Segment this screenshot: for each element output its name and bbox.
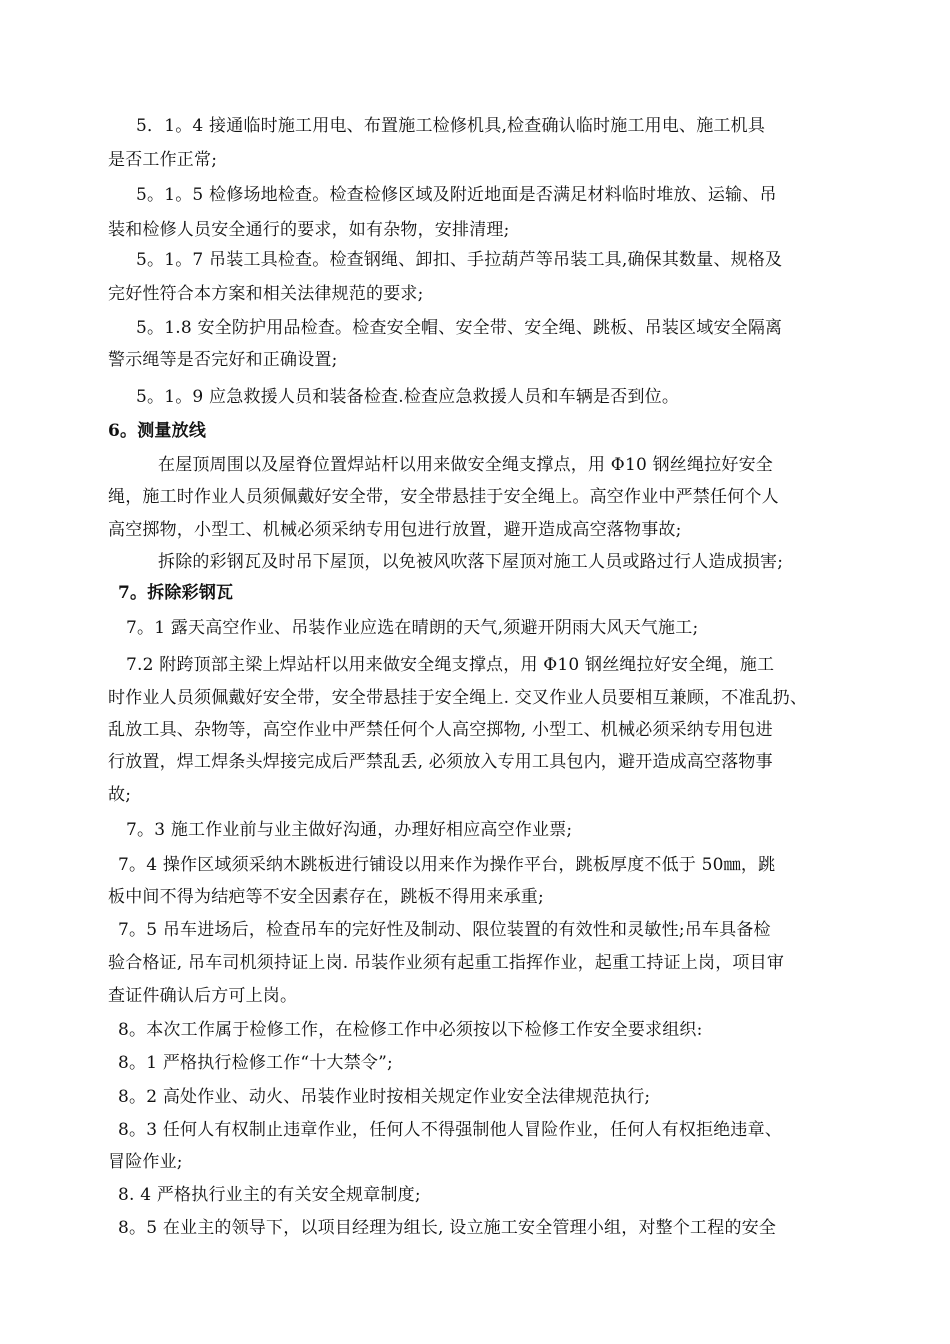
text-line: 8。5 在业主的领导下，以项目经理为组长, 设立施工安全管理小组，对整个工程的安全 [118,1218,777,1238]
text-line: 行放置，焊工焊条头焊接完成后严禁乱丢, 必须放入专用工具包内，避开造成高空落物事 [108,752,773,772]
text-line: 8。1 严格执行检修工作“十大禁令”; [118,1053,393,1073]
text-line: 乱放工具、杂物等，高空作业中严禁任何个人高空掷物, 小型工、机械必须采纳专用包进 [108,720,773,740]
text-line: 5。1。5 检修场地检查。检查检修区域及附近地面是否满足材料临时堆放、运输、吊 [136,185,777,205]
section-heading: 7。拆除彩钢瓦 [118,583,234,603]
text-line: 5。1。9 应急救援人员和装备检查.检查应急救援人员和车辆是否到位。 [136,387,680,407]
text-line: 是否工作正常; [108,150,218,170]
text-line: 5。1.8 安全防护用品检查。检查安全帽、安全带、安全绳、跳板、吊装区域安全隔离 [136,318,783,338]
text-line: 7。1 露天高空作业、吊装作业应选在晴朗的天气,须避开阴雨大风天气施工; [126,618,699,638]
text-line: 绳，施工时作业人员须佩戴好安全带，安全带悬挂于安全绳上。高空作业中严禁任何个人 [108,487,779,507]
text-line: 高空掷物，小型工、机械必须采纳专用包进行放置，避开造成高空落物事故; [108,520,682,540]
text-line: 在屋顶周围以及屋脊位置焊站杆以用来做安全绳支撑点，用 Φ10 钢丝绳拉好安全 [158,455,773,475]
text-line: 装和检修人员安全通行的要求，如有杂物，安排清理; [108,220,510,240]
text-line: 7。5 吊车进场后，检查吊车的完好性及制动、限位装置的有效性和灵敏性;吊车具备检 [118,920,771,940]
text-line: 5。1。7 吊装工具检查。检查钢绳、卸扣、手拉葫芦等吊装工具,确保其数量、规格及 [136,250,783,270]
section-heading: 6。测量放线 [108,421,207,441]
text-line: 8. 4 严格执行业主的有关安全规章制度; [118,1185,421,1205]
text-line: 8。2 高处作业、动火、吊装作业时按相关规定作业安全法律规范执行; [118,1087,651,1107]
text-line: 7。3 施工作业前与业主做好沟通，办理好相应高空作业票; [126,820,573,840]
text-line: 板中间不得为结疤等不安全因素存在，跳板不得用来承重; [108,887,544,907]
text-line: 完好性符合本方案和相关法律规范的要求; [108,284,424,304]
text-line: 8。本次工作属于检修工作，在检修工作中必须按以下检修工作安全要求组织: [118,1020,703,1040]
text-line: 故; [108,785,132,805]
text-line: 5．1。4 接通临时施工用电、布置施工检修机具,检查确认临时施工用电、施工机具 [136,116,766,136]
text-line: 警示绳等是否完好和正确设置; [108,350,338,370]
text-line: 冒险作业; [108,1152,183,1172]
text-line: 查证件确认后方可上岗。 [108,986,298,1006]
text-line: 7.2 附跨顶部主梁上焊站杆以用来做安全绳支撑点，用 Φ10 钢丝绳拉好安全绳，施工 [126,655,775,675]
text-line: 7。4 操作区域须采纳木跳板进行铺设以用来作为操作平台，跳板厚度不低于 50㎜，跳 [118,855,776,875]
text-line: 8。3 任何人有权制止违章作业，任何人不得强制他人冒险作业，任何人有权拒绝违章、 [118,1120,783,1140]
text-line: 时作业人员须佩戴好安全带，安全带悬挂于安全绳上. 交叉作业人员要相互兼顾，不准乱扔、 [108,688,808,708]
text-line: 拆除的彩钢瓦及时吊下屋顶，以免被风吹落下屋顶对施工人员或路过行人造成损害; [158,552,784,572]
text-line: 验合格证, 吊车司机须持证上岗. 吊装作业须有起重工指挥作业，起重工持证上岗，项目审 [108,953,785,973]
